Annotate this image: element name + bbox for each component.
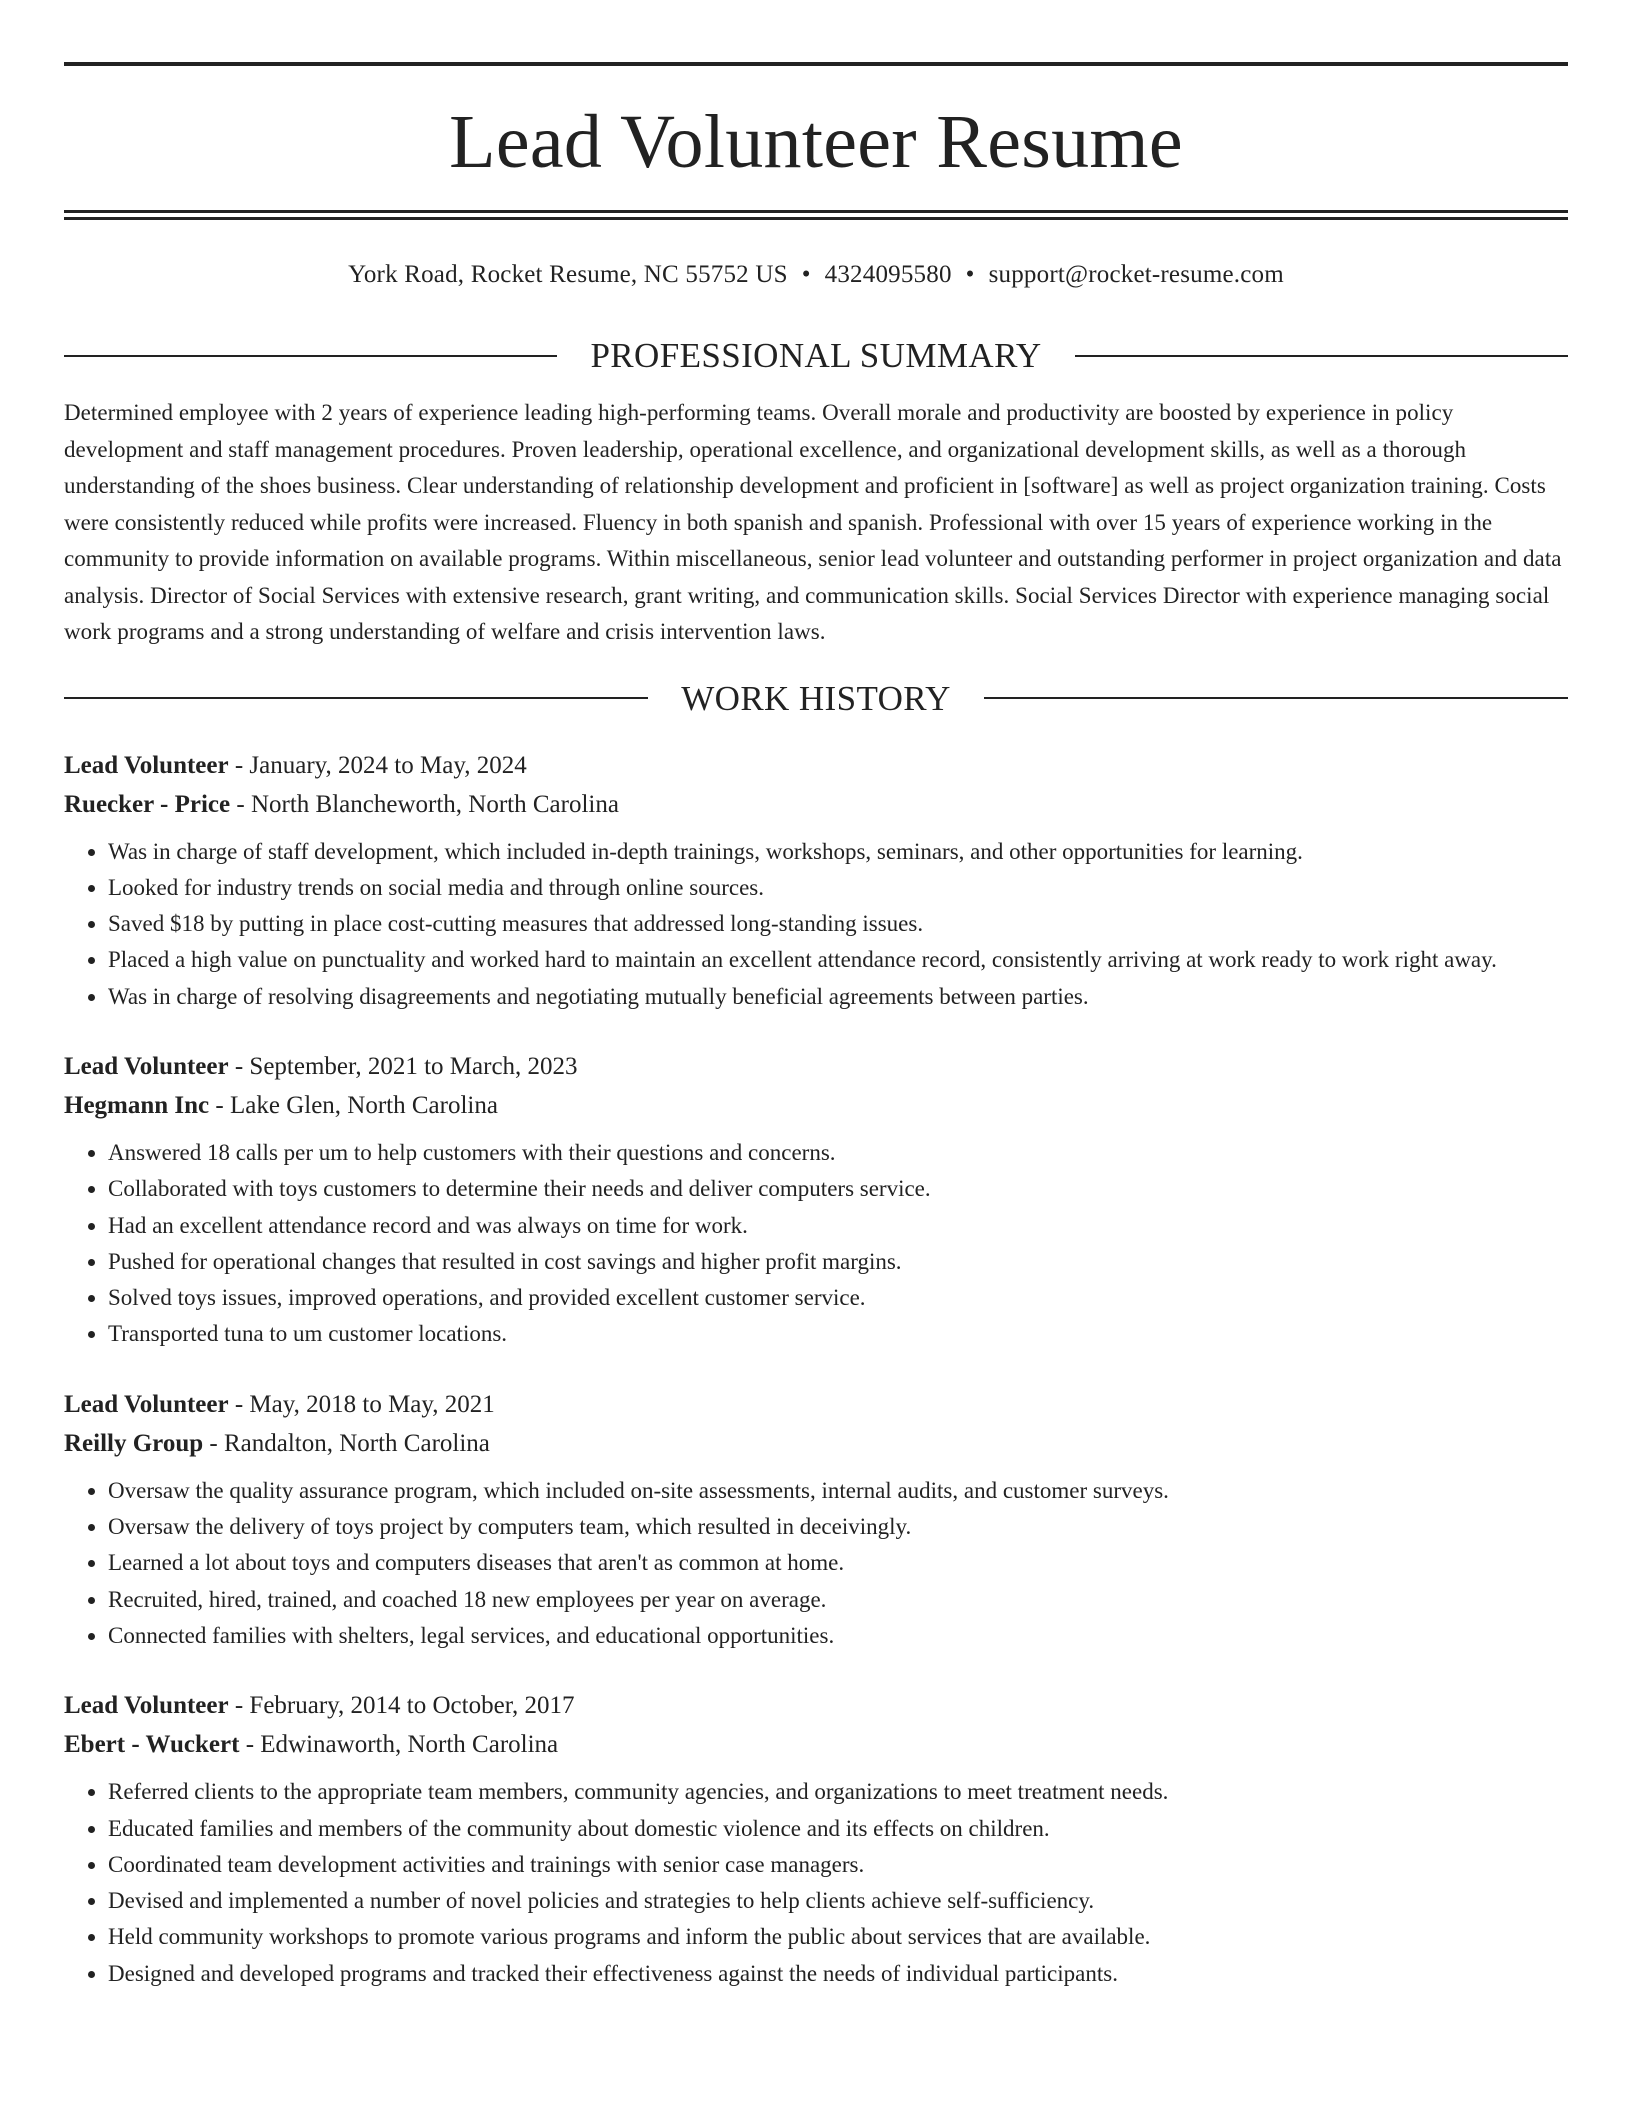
job-bullet: • Transported tuna to um customer locations. xyxy=(108,1316,1568,1352)
job-company: Ebert - Wuckert xyxy=(64,1731,240,1759)
contact-separator: • xyxy=(801,261,811,288)
job-bullet: • Answered 18 calls per um to help customers with their questions and concerns. xyxy=(108,1135,1568,1171)
contact-address: York Road, Rocket Resume, NC 55752 US xyxy=(348,261,788,288)
job-entry xyxy=(64,746,1568,1015)
job-bullets xyxy=(64,834,1568,1015)
job-bullets xyxy=(64,1135,1568,1353)
job-title: Lead Volunteer xyxy=(64,1390,229,1418)
job-entry xyxy=(64,1385,1568,1654)
job-bullet: • Referred clients to the appropriate team members, community agencies, and organizations to meet treatment needs. xyxy=(108,1774,1568,1810)
section-rule-left xyxy=(64,355,557,357)
job-bullet: • Recruited, hired, trained, and coached 18 new employees per year on average. xyxy=(108,1582,1568,1618)
job-entry xyxy=(64,1047,1568,1353)
section-title-summary: PROFESSIONAL SUMMARY xyxy=(590,336,1042,375)
job-bullets xyxy=(64,1473,1568,1654)
job-dates: - May, 2018 to May, 2021 xyxy=(228,1390,495,1418)
job-title-line xyxy=(64,1047,1568,1086)
job-dates: - February, 2014 to October, 2017 xyxy=(228,1692,575,1720)
section-rule-right xyxy=(984,697,1568,699)
job-location: - Randalton, North Carolina xyxy=(203,1429,490,1457)
job-company: Ruecker - Price xyxy=(64,790,231,818)
job-location: - Lake Glen, North Carolina xyxy=(209,1091,498,1119)
job-bullet: • Had an excellent attendance record and was always on time for work. xyxy=(108,1208,1568,1244)
job-title: Lead Volunteer xyxy=(64,1692,229,1720)
page-title: Lead Volunteer Resume xyxy=(449,100,1183,184)
job-title: Lead Volunteer xyxy=(64,1052,229,1080)
job-company-line xyxy=(64,1086,1568,1125)
title-double-rule xyxy=(64,210,1568,220)
job-bullet: • Pushed for operational changes that resulted in cost savings and higher profit margins. xyxy=(108,1244,1568,1280)
job-bullet: • Designed and developed programs and tracked their effectiveness against the needs of individual participants. xyxy=(108,1956,1568,1992)
job-location: - North Blancheworth, North Carolina xyxy=(230,790,619,818)
job-title-line xyxy=(64,1385,1568,1424)
contact-email: support@rocket-resume.com xyxy=(988,261,1284,288)
job-bullet: • Placed a high value on punctuality and worked hard to maintain an excellent attendance record, consistently arriving at work ready to work right away. xyxy=(108,942,1568,978)
job-bullet: • Oversaw the delivery of toys project by computers team, which resulted in deceivingly. xyxy=(108,1509,1568,1545)
job-entry xyxy=(64,1686,1568,1992)
job-bullet: • Collaborated with toys customers to determine their needs and deliver computers service. xyxy=(108,1171,1568,1207)
job-company: Hegmann Inc xyxy=(64,1091,210,1119)
section-rule-right xyxy=(1075,355,1568,357)
section-heading-summary xyxy=(64,338,1568,373)
job-location: - Edwinaworth, North Carolina xyxy=(239,1731,559,1759)
job-company: Reilly Group xyxy=(64,1429,204,1457)
job-bullet: • Was in charge of resolving disagreements and negotiating mutually beneficial agreements between parties. xyxy=(108,979,1568,1015)
job-bullet: • Saved $18 by putting in place cost-cutting measures that addressed long-standing issues. xyxy=(108,906,1568,942)
job-bullet: • Held community workshops to promote various programs and inform the public about services that are available. xyxy=(108,1919,1568,1955)
job-dates: - September, 2021 to March, 2023 xyxy=(228,1052,578,1080)
contact-phone: 4324095580 xyxy=(824,261,952,288)
job-dates: - January, 2024 to May, 2024 xyxy=(228,751,527,779)
job-title-line xyxy=(64,1686,1568,1725)
job-title-line xyxy=(64,746,1568,785)
job-bullet: • Educated families and members of the community about domestic violence and its effects on children. xyxy=(108,1811,1568,1847)
contact-separator: • xyxy=(965,261,975,288)
job-bullet: • Solved toys issues, improved operations, and provided excellent customer service. xyxy=(108,1280,1568,1316)
section-heading-work-history xyxy=(64,678,1568,718)
job-bullets xyxy=(64,1774,1568,1992)
job-company-line xyxy=(64,1424,1568,1463)
job-company-line xyxy=(64,1725,1568,1764)
summary-text: Determined employee with 2 years of experience leading high-performing teams. Overall morale and productivity are boosted by experience in policy development and staff management procedures. Proven leadership, operational excellence, and organizational development skills, as well as a thorough understanding of the shoes business. Clear understanding of relationship development and proficient in [software] as well as project organization training. Costs were consistently reduced while profits were increased. Fluency in both spanish and spanish. Professional with over 15 years of experience working in the community to provide information on available programs. Within miscellaneous, senior lead volunteer and outstanding performer in project organization and data analysis. Director of Social Services with extensive research, grant writing, and communication skills. Social Services Director with experience managing social work programs and a strong understanding of welfare and crisis intervention laws. xyxy=(64,400,1562,644)
job-bullet: • Looked for industry trends on social media and through online sources. xyxy=(108,870,1568,906)
section-rule-left xyxy=(64,697,648,699)
job-bullet: • Oversaw the quality assurance program, which included on-site assessments, internal audits, and customer surveys. xyxy=(108,1473,1568,1509)
job-company-line xyxy=(64,785,1568,824)
job-bullet: • Connected families with shelters, legal services, and educational opportunities. xyxy=(108,1618,1568,1654)
job-bullet: • Devised and implemented a number of novel policies and strategies to help clients achieve self-sufficiency. xyxy=(108,1883,1568,1919)
section-title-work-history: WORK HISTORY xyxy=(681,678,951,718)
contact-line xyxy=(64,262,1568,287)
job-bullet: • Coordinated team development activities and trainings with senior case managers. xyxy=(108,1847,1568,1883)
job-bullet: • Learned a lot about toys and computers diseases that aren't as common at home. xyxy=(108,1545,1568,1581)
work-history-list xyxy=(64,746,1568,1993)
job-title: Lead Volunteer xyxy=(64,751,229,779)
job-bullet: • Was in charge of staff development, which included in-depth trainings, workshops, seminars, and other opportunities for learning. xyxy=(108,834,1568,870)
